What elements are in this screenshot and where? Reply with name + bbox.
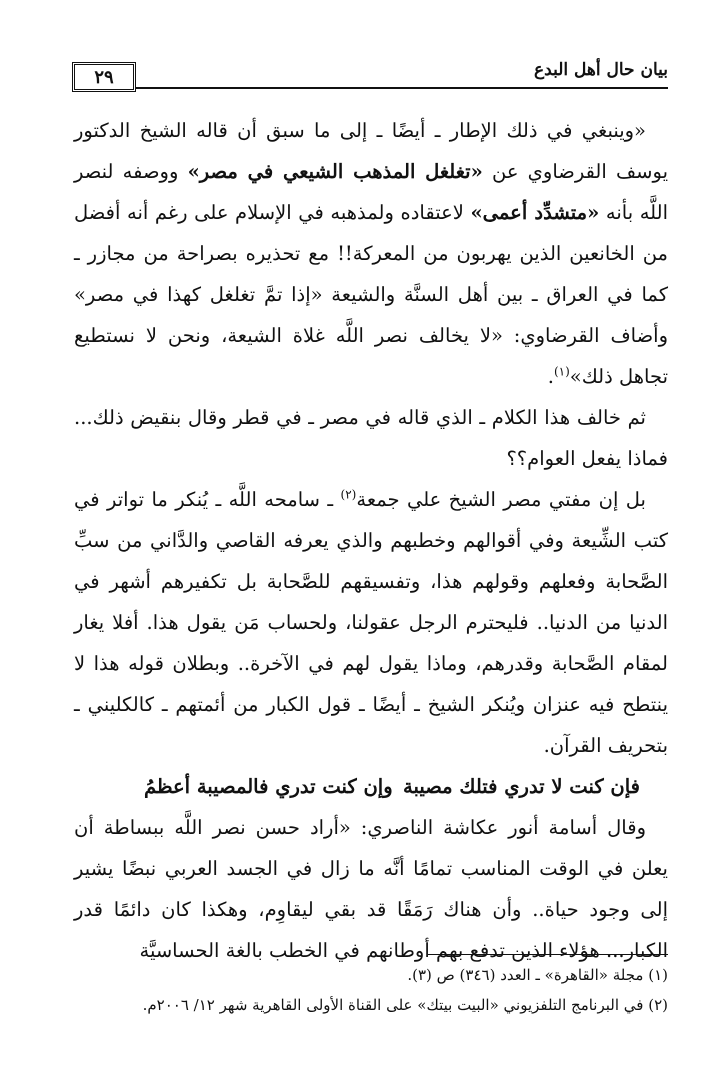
footnotes	[74, 960, 668, 1020]
page-header	[72, 58, 668, 100]
main-text	[74, 110, 668, 971]
paragraph-4: وقال أسامة أنور عكاشة الناصري: «أراد حسن نصر اللَّه ببساطة أن يعلن في الوقت المناسب تمامًا أنَّه ما زال في الجسد العربي نبضًا يشير إلى وجود حياة.. وأن هناك رَمَقًا قد بقي ليقاوِم، وهكذا كان دائمًا قدر الكبار... هؤلاء الذين تدفع بهم أوطانهم في الخطب بالغة الحساسيَّة	[74, 816, 668, 962]
footnote-1: (١) مجلة «القاهرة» ـ العدد (٣٤٦) ص (٣).	[407, 966, 668, 984]
paragraph-1	[74, 110, 668, 397]
footnote-ref-1: (١)	[553, 364, 570, 379]
text-run: «وينبغي في ذلك الإطار ـ أيضًا ـ إلى ما سبق أن قاله الشيخ الدكتور يوسف القرضاوي عن	[74, 119, 669, 183]
page-number: ٢٩	[72, 62, 136, 92]
footnote-2: (٢) في البرنامج التلفزيوني «البيت بيتك» على القناة الأولى القاهرية شهر ١٢/ ٢٠٠٦م.	[142, 996, 668, 1014]
footnote-ref-2: (٢)	[340, 487, 357, 502]
paragraph-2: ثم خالف هذا الكلام ـ الذي قاله في مصر ـ في قطر وقال بنقيض ذلك... فماذا يفعل العوام؟؟	[74, 406, 668, 470]
text-run: ـ سامحه اللَّه ـ يُنكر ما تواتر في كتب الشِّيعة وفي أقوالهم وخطبهم والذي يعرفه القاصي والدَّاني من سبِّ الصَّحابة وفعلهم وقولهم هذا، وتفسيقهم للصَّحابة بل تكفيرهم أشهر في الدنيا من الدنيا.. فليحترم الرجل عقولنا، ولحساب مَن يقول هذا. أفلا يغار لمقام الصَّحابة وقدرهم، وماذا يقول لهم في الآخرة.. وبطلان قوله هذا لا ينتطح فيه عنزان ويُنكر الشيخ ـ أيضًا ـ قول الكبار من أئمتهم ـ كالكليني ـ بتحريف القرآن.	[74, 488, 668, 757]
text-run: .	[547, 365, 554, 388]
paragraph-3	[74, 479, 668, 766]
text-run: بل إن مفتي مصر الشيخ علي جمعة	[356, 488, 646, 511]
bold-quote: «تغلغل المذهب الشيعي في مصر»	[187, 160, 483, 183]
first-hemistich: فإن كنت لا تدري فتلك مصيبة	[403, 775, 640, 798]
poetry-verse	[74, 766, 668, 807]
header-rule	[136, 87, 668, 89]
running-title: بيان حال أهل البدع	[534, 60, 668, 80]
text-run: ووصفه لنصر اللَّه بأنه	[74, 160, 668, 224]
bold-quote: «متشدِّد أعمى»	[470, 201, 600, 224]
footnote-rule	[428, 954, 668, 955]
text-run: لاعتقاده ولمذهبه في الإسلام على رغم أنه أفضل من الخانعين الذين يهربون من المعركة!! مع تحذيره بصراحة من مجازر ـ كما في العراق ـ بين أهل السنَّة والشيعة «إذا تمَّ تغلغل كهذا في مصر» وأضاف القرضاوي: «لا يخالف نصر اللَّه غلاة الشيعة، ونحن لا نستطيع تجاهل ذلك»	[74, 201, 668, 388]
second-hemistich: وإن كنت تدري فالمصيبة أعظمُ	[144, 775, 393, 798]
